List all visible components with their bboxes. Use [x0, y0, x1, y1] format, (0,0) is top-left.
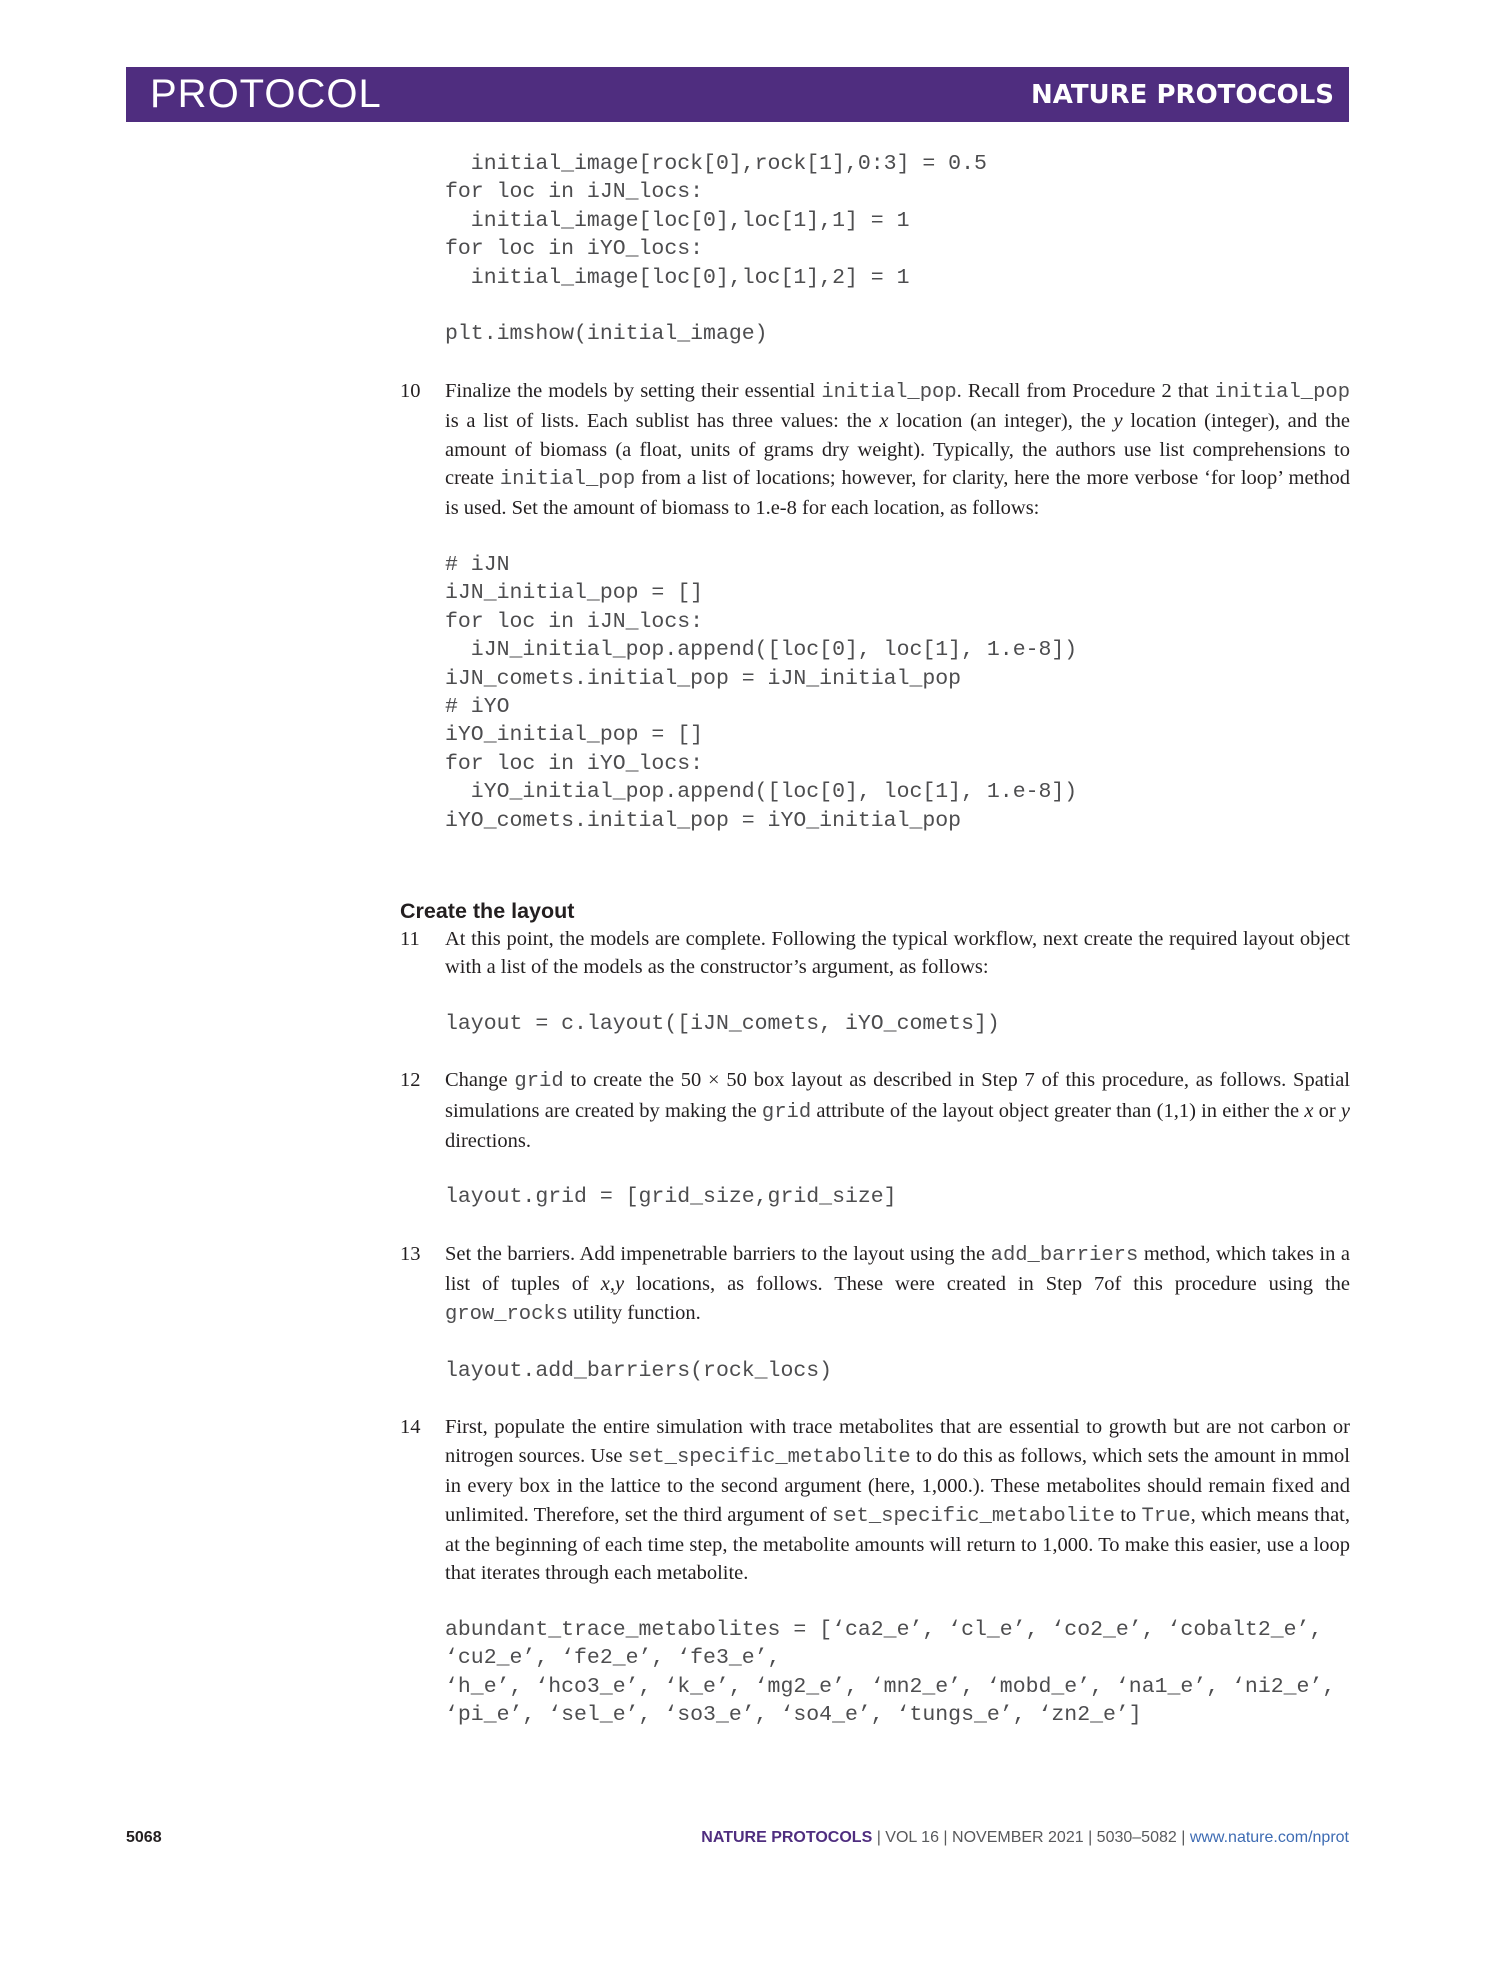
step-number: 13 [400, 1242, 421, 1265]
step-10 [400, 377, 1350, 835]
code-block-grid: layout.grid = [grid_size,grid_size] [445, 1185, 897, 1210]
step-13 [400, 1240, 1350, 1386]
code-block-layout: layout = c.layout([iJN_comets, iYO_comets]) [445, 1011, 1000, 1036]
step-text: Finalize the models by setting their essential initial_pop. Recall from Procedure 2 that initial_pop is a list of lists. Each sublist has three values: the x location (an integer), the y location (integer), and the amount of biomass (a float, units of grams dry weight). Typically, the authors use list comprehensions to create initial_pop from a list of locations; however, for clarity, here the more verbose ‘for loop’ method is used. Set the amount of biomass to 1.e-8 for each location, as follows: [445, 379, 1351, 520]
step-text: First, populate the entire simulation with trace metabolites that are essential to growth but are not carbon or nitrogen sources. Use set_specific_metabolite to do this as follows, which sets the amount in mmol in every box in the lattice to the second argument (here, 1,000.). These metabolites should remain fixed and unlimited. Therefore, set the third argument of set_specific_metabolite to True, which means that, at the beginning of each time step, the metabolite amounts will return to 1,000. To make this easier, use a loop that iterates through each metabolite. [445, 1416, 1350, 1585]
step-text: Set the barriers. Add impenetrable barriers to the layout using the add_barriers method, which takes in a list of tuples of x,y locations, as follows. These were created in Step 7of this procedure using the grow_rocks utility function. [445, 1242, 1351, 1326]
footer-volume: VOL 16 [885, 1829, 939, 1846]
step-number: 11 [400, 927, 420, 950]
footer-pages: 5030–5082 [1096, 1829, 1177, 1846]
step-14 [400, 1413, 1350, 1729]
step-text: Change grid to create the 50 × 50 box layout as described in Step 7 of this procedure, as follows. Spatial simulations are created by making the grid attribute of the layout object greater than (1,1) in either the x or y directions. [445, 1069, 1351, 1152]
step-number: 12 [400, 1069, 421, 1092]
code-block-imshow: initial_image[rock[0],rock[1],0:3] = 0.5 for loc in iJN_locs: initial_image[loc[0],loc[1],1] = 1 for loc in iYO_locs: initial_image[loc[0],loc[1],2] = 1 plt.imshow(initial_image) [445, 152, 987, 347]
footer-date: NOVEMBER 2021 [952, 1829, 1084, 1846]
code-block-initial-pop: # iJN iJN_initial_pop = [] for loc in iJN_locs: iJN_initial_pop.append([loc[0], loc[1], 1.e-8]) iJN_comets.initial_pop = iJN_initial_pop # iYO iYO_initial_pop = [] for loc in iYO_locs: iYO_initial_pop.append([loc[0], loc[1], 1.e-8]) iYO_comets.initial_pop = iYO_initial_pop [445, 552, 1078, 833]
header-banner [126, 67, 1349, 122]
page-content [400, 150, 1350, 1729]
step-number: 14 [400, 1416, 421, 1439]
step-text: At this point, the models are complete. Following the typical workflow, next create the required layout object with a list of the models as the constructor’s argument, as follows: [445, 927, 1350, 979]
section-heading: Create the layout [400, 898, 575, 923]
footer-url-link[interactable]: www.nature.com/nprot [1189, 1829, 1349, 1846]
footer-journal: NATURE PROTOCOLS [701, 1829, 873, 1846]
step-number: 10 [400, 379, 421, 402]
step-12 [400, 1066, 1350, 1212]
section-label: PROTOCOL [150, 72, 382, 116]
journal-label: NATURE PROTOCOLS [1030, 80, 1334, 110]
page-number: 5068 [126, 1829, 162, 1846]
code-block-metabolites: abundant_trace_metabolites = [‘ca2_e’, ‘cl_e’, ‘co2_e’, ‘cobalt2_e’, ‘cu2_e’, ‘fe2_e’, ‘fe3_e’, ‘h_e’, ‘hco3_e’, ‘k_e’, ‘mg2_e’, ‘mn2_e’, ‘mobd_e’, ‘na1_e’, ‘ni2_e’, ‘pi_e’, ‘sel_e’, ‘so3_e’, ‘so4_e’, ‘tungs_e’, ‘zn2_e’] [445, 1617, 1336, 1728]
code-block-barriers: layout.add_barriers(rock_locs) [445, 1359, 833, 1383]
footer-citation: NATURE PROTOCOLS | VOL 16 | NOVEMBER 2021 | 5030–5082 | www.nature.com/nprot [701, 1829, 1349, 1846]
step-11 [400, 925, 1350, 1038]
